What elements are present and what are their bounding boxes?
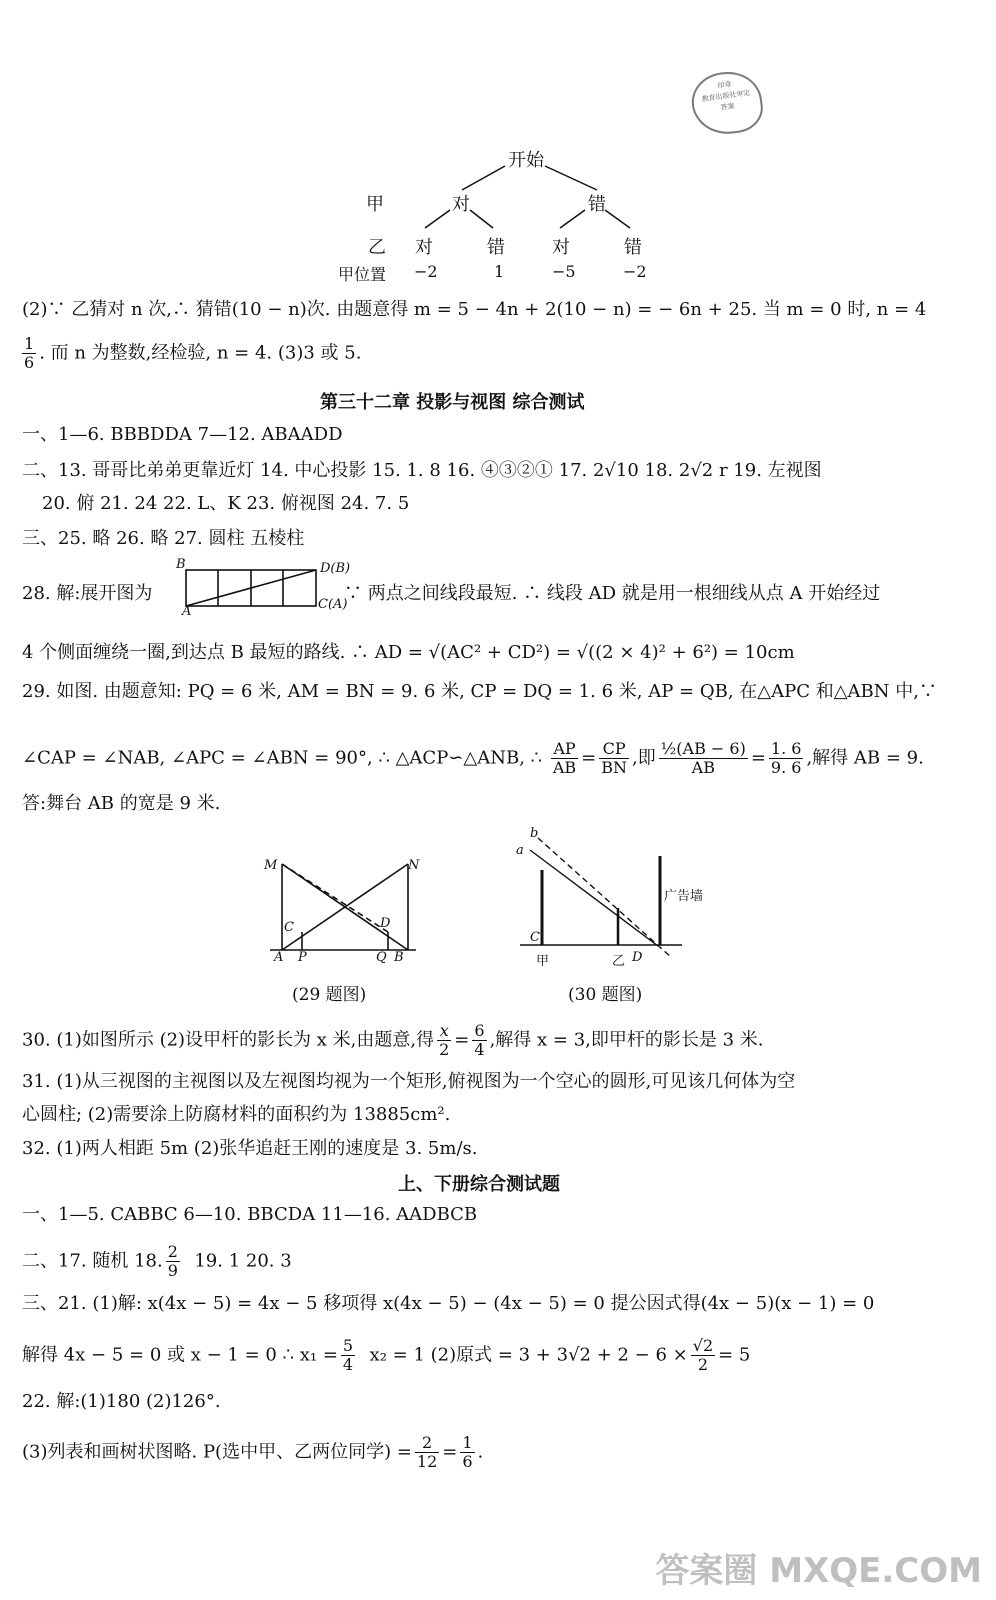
tree-node: 对 — [452, 194, 470, 215]
frac-num: 5 — [342, 1336, 354, 1355]
fig29-label: B — [394, 950, 404, 965]
text-line: 三、25. 略 26. 略 27. 圆柱 五棱柱 — [22, 528, 305, 549]
fig29-label: C — [284, 920, 294, 935]
text-line — [22, 335, 361, 372]
frac-num: CP — [599, 740, 629, 759]
text-line: 一、1—5. CABBC 6—10. BBCDA 11—16. AADBCB — [22, 1204, 478, 1225]
frac-den: 6 — [462, 1452, 473, 1471]
text-line: 答:舞台 AB 的宽是 9 米. — [22, 793, 221, 814]
fig29-label: P — [298, 950, 307, 965]
text-span: 30. (1)如图所示 (2)设甲杆的影长为 x 米,由题意,得 — [22, 1029, 435, 1051]
fig28-label: D(B) — [320, 561, 351, 576]
frac-den: 2 — [439, 1040, 450, 1059]
frac-den: 4 — [342, 1355, 354, 1374]
frac-den: AB — [552, 758, 577, 777]
fig29-label: D — [380, 916, 391, 931]
fig30-label: D — [632, 950, 643, 965]
text-span: . — [477, 1441, 484, 1463]
stamp-line: 印章 — [717, 80, 732, 91]
frac-den: 9. 6 — [770, 758, 802, 777]
text-line — [22, 740, 924, 777]
frac-den: AB — [691, 758, 715, 777]
text-line: 20. 俯 21. 24 22. L、K 23. 俯视图 24. 7. 5 — [42, 493, 410, 514]
tree-pos-value: 1 — [494, 262, 505, 281]
fig30-label: C — [530, 930, 540, 945]
fig30-label: 乙 — [612, 954, 626, 969]
figure-caption: (30 题图) — [568, 985, 643, 1005]
frac-num: 6 — [474, 1021, 485, 1040]
text-line: 22. 解:(1)180 (2)126°. — [22, 1391, 221, 1412]
frac-den: 4 — [474, 1040, 485, 1059]
fig28-label: C(A) — [318, 597, 348, 612]
text-line: (2)∵ 乙猜对 n 次,∴ 猜错(10 − n)次. 由题意得 m = 5 − 4n + 2(10 − n) = − 6n + 25. 当 m = 0 时, n = 4 — [22, 299, 927, 320]
text-span: = 5 — [718, 1344, 751, 1366]
tree-pos-value: −5 — [552, 262, 576, 281]
text-span: x₂ = 1 (2)原式 = 3 + 3√2 + 2 − 6 × — [369, 1344, 688, 1366]
tree-pos-value: −2 — [414, 262, 438, 281]
frac-num: x — [437, 1022, 451, 1041]
fig29-label: N — [408, 858, 420, 873]
tree-root: 开始 — [508, 150, 544, 171]
fig30-label: b — [530, 826, 539, 841]
fig28-label: B — [176, 557, 186, 572]
tree-node: 对 — [415, 237, 433, 258]
text-span: ∠CAP = ∠NAB, ∠APC = ∠ABN = 90°, ∴ △ACP∽△ANB, ∴ — [22, 747, 543, 769]
frac-num: 1. 6 — [770, 739, 802, 758]
tree-node: 对 — [552, 237, 570, 258]
tree-pos-label: 甲位置 — [338, 265, 387, 284]
fig28-svg — [176, 560, 330, 620]
section-heading: 第三十二章 投影与视图 综合测试 — [320, 392, 585, 413]
fig28-label: A — [182, 604, 192, 619]
fig30-label: a — [516, 843, 524, 858]
frac-num: AP — [551, 740, 578, 759]
tree-pos-value: −2 — [623, 262, 647, 281]
text-span: 19. 1 20. 3 — [194, 1250, 292, 1272]
text-line — [22, 1022, 764, 1059]
stamp-line: 答案 — [720, 102, 736, 112]
text-line: 心圆柱; (2)需要涂上防腐材料的面积约为 13885cm². — [22, 1104, 451, 1125]
text-span: 二、17. 随机 18. — [22, 1250, 163, 1272]
text-line: 29. 如图. 由题意知: PQ = 6 米, AM = BN = 9. 6 米, CP = DQ = 1. 6 米, AP = QB, 在△APC 和△ABN 中,∵ — [22, 681, 937, 702]
text-line — [22, 1337, 750, 1374]
watermark: 答案圈 MXQE.COM — [655, 1551, 982, 1591]
figure-caption: (29 题图) — [292, 985, 367, 1005]
text-span: = — [454, 1029, 470, 1051]
frac-den: 2 — [697, 1355, 709, 1374]
fig29-label: Q — [376, 950, 387, 965]
frac-num: 2 — [415, 1434, 439, 1453]
frac-num: 2 — [167, 1242, 178, 1261]
text-line: 一、1—6. BBBDDA 7—12. ABAADD — [22, 424, 343, 445]
text-span: (3)列表和画树状图略. P(选中甲、乙两位同学) = — [22, 1441, 412, 1463]
tree-node: 错 — [624, 237, 642, 258]
text-span: = — [442, 1441, 458, 1463]
text-span: = — [750, 747, 766, 769]
text-line — [22, 1243, 292, 1280]
section-heading: 上、下册综合测试题 — [398, 1174, 560, 1195]
text-line — [22, 1434, 483, 1471]
tree-jia-label: 甲 — [366, 194, 384, 215]
tree-yi-label: 乙 — [368, 237, 386, 258]
frac-num: √2 — [692, 1336, 714, 1355]
stamp-line: 教育出版社审定 — [701, 88, 751, 104]
text-span: ,解得 x = 3,即甲杆的影长是 3 米. — [489, 1029, 764, 1051]
frac-num: ½(AB − 6) — [660, 739, 746, 758]
frac-den: BN — [601, 758, 628, 777]
text-line: 32. (1)两人相距 5m (2)张华追赶王刚的速度是 3. 5m/s. — [22, 1138, 478, 1159]
text-span: ,解得 AB = 9. — [806, 747, 924, 769]
text-line: 二、13. 哥哥比弟弟更靠近灯 14. 中心投影 15. 1. 8 16. ④③②① 17. 2√10 18. 2√2 r 19. 左视图 — [22, 460, 822, 481]
text-line: 31. (1)从三视图的主视图以及左视图均视为一个矩形,俯视图为一个空心的圆形,可见该几何体为空 — [22, 1071, 796, 1092]
text-line: 28. 解:展开图为 — [22, 583, 153, 604]
frac-den: 12 — [416, 1452, 438, 1471]
text-span: ,即 — [632, 747, 656, 769]
fig29-label: A — [274, 950, 284, 965]
fig30-label: 甲 — [536, 954, 550, 969]
fig29-label: M — [264, 858, 278, 873]
frac-num: 1 — [24, 334, 35, 353]
tree-node: 错 — [487, 237, 505, 258]
text-span: 解得 4x − 5 = 0 或 x − 1 = 0 ∴ x₁ = — [22, 1344, 338, 1366]
tree-node: 错 — [588, 194, 606, 215]
text-span: . 而 n 为整数,经检验, n = 4. (3)3 或 5. — [39, 342, 362, 364]
fig30-label: 广告墙 — [664, 889, 704, 904]
text-line: ∵ 两点之间线段最短. ∴ 线段 AD 就是用一根细线从点 A 开始经过 — [344, 583, 881, 604]
frac-num: 1 — [462, 1433, 473, 1452]
text-span: = — [581, 747, 597, 769]
frac-den: 9 — [167, 1261, 178, 1280]
frac-den: 6 — [24, 353, 35, 372]
text-line: 4 个侧面缠绕一圈,到达点 B 最短的路线. ∴ AD = √(AC² + CD²) = √((2 × 4)² + 6²) = 10cm — [22, 642, 795, 663]
text-line: 三、21. (1)解: x(4x − 5) = 4x − 5 移项得 x(4x − 5) − (4x − 5) = 0 提公因式得(4x − 5)(x − 1) = 0 — [22, 1293, 875, 1314]
